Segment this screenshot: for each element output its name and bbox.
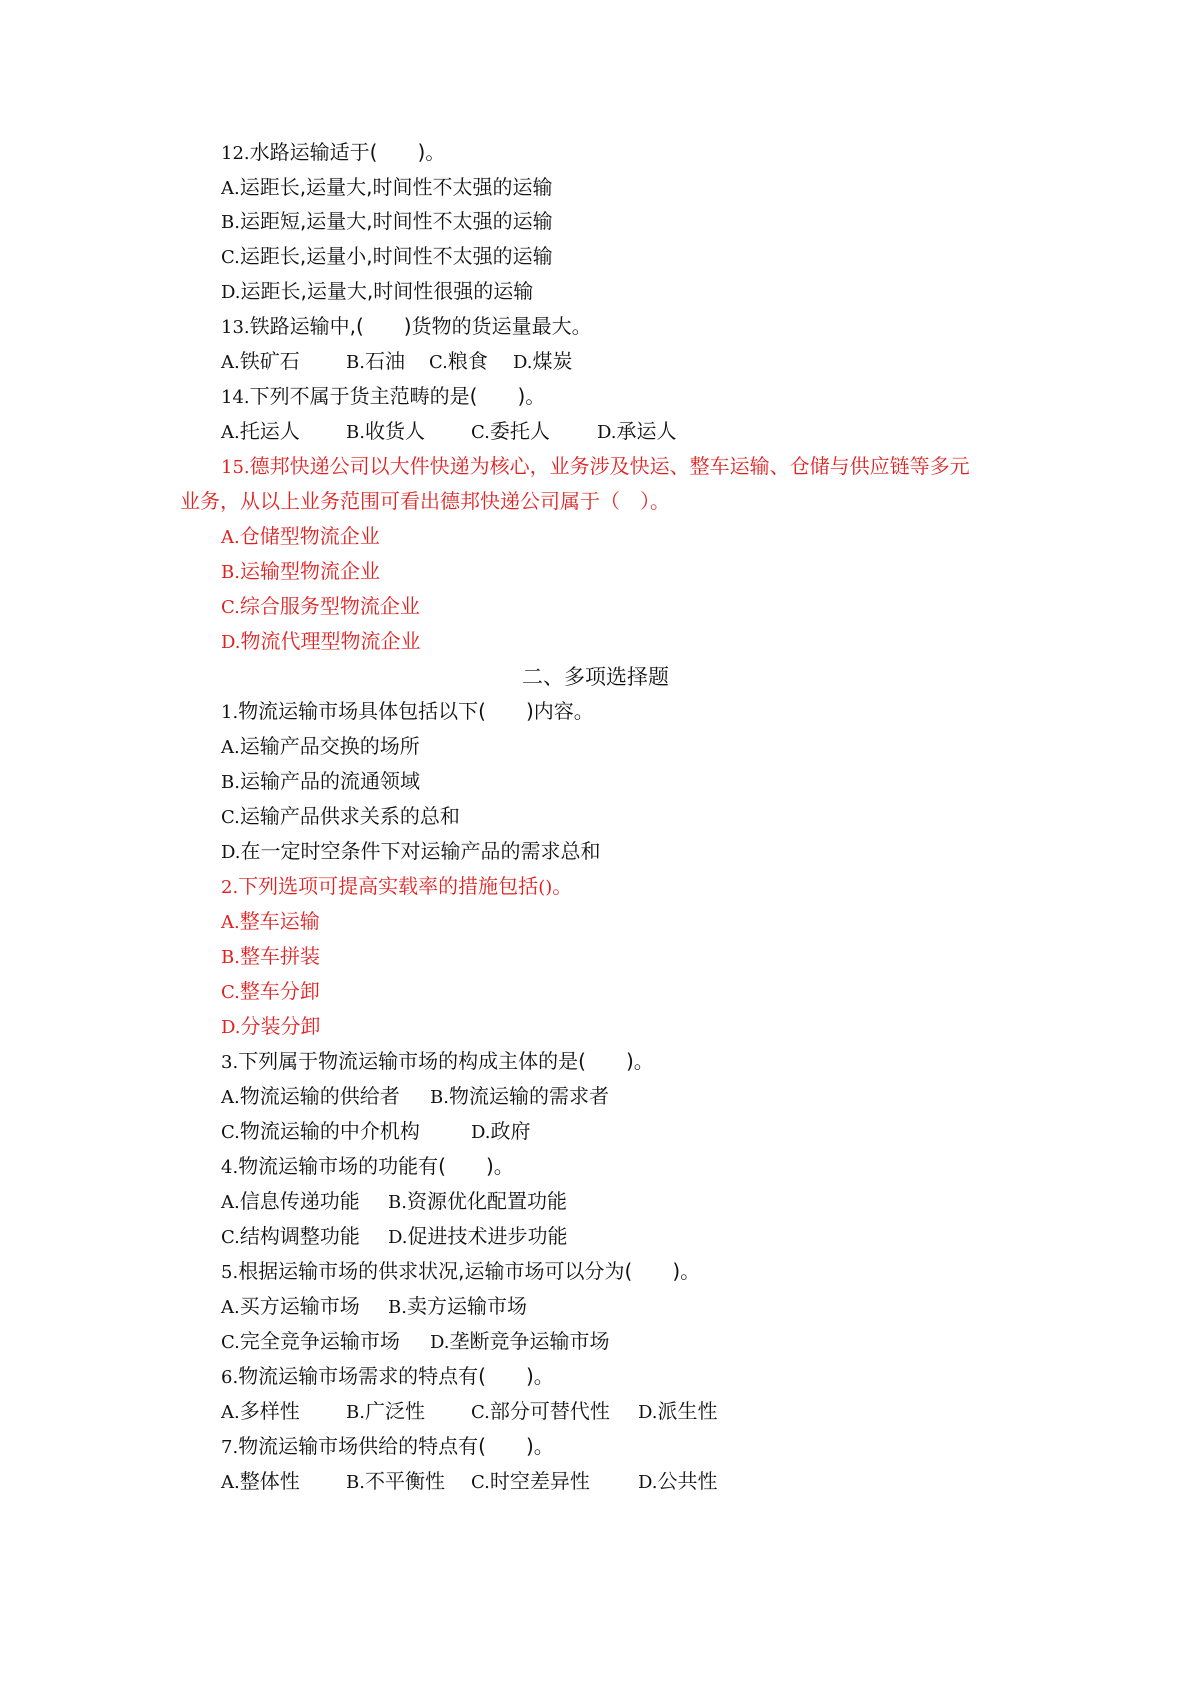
option-d (221, 1011, 321, 1041)
option-text: 垄断竞争运输市场 (449, 1329, 610, 1353)
option-marker: C. (429, 352, 448, 373)
question-stem: 下列不属于货主范畴的是( )。 (249, 384, 546, 408)
option-text: 整车拼装 (239, 944, 320, 968)
option-text: 运输产品交换的场所 (239, 734, 420, 758)
option-marker: A. (221, 1472, 240, 1493)
section-heading: 二、多项选择题 (522, 665, 669, 689)
option-b (388, 1291, 527, 1323)
option-text: 政府 (490, 1119, 531, 1143)
option-text: 结构调整功能 (239, 1224, 360, 1248)
option-text: 物流代理型物流企业 (240, 629, 421, 653)
options-row (221, 1186, 567, 1216)
option-text: 促进技术进步功能 (407, 1224, 568, 1248)
question-stem: 物流运输市场具体包括以下( )内容。 (238, 699, 594, 723)
option-b (388, 1186, 567, 1218)
option-d (388, 1221, 568, 1253)
option-text: 派生性 (657, 1399, 718, 1423)
option-marker: A. (221, 527, 240, 548)
options-row (221, 416, 677, 446)
question-number: 2. (221, 877, 239, 898)
question-4 (221, 1151, 514, 1181)
question-15 (221, 451, 970, 481)
option-marker: B. (346, 352, 365, 373)
question-stem: 根据运输市场的供求状况,运输市场可以分为( )。 (238, 1259, 701, 1283)
question-14 (221, 381, 545, 411)
option-marker: B. (346, 1472, 365, 1493)
question-end: 。 (552, 874, 573, 898)
option-marker: D. (221, 1017, 241, 1038)
option-marker: D. (471, 1122, 491, 1143)
option-a (221, 521, 380, 551)
option-text: 信息传递功能 (239, 1189, 360, 1213)
option-d (638, 1466, 718, 1498)
option-text: 铁矿石 (239, 349, 300, 373)
option-text: 运距短,运量大,时间性不太强的运输 (239, 209, 553, 233)
question-7 (221, 1431, 554, 1461)
option-a (221, 906, 320, 936)
option-text: 承运人 (616, 419, 677, 443)
option-text: 不平衡性 (364, 1469, 445, 1493)
option-text: 广泛性 (364, 1399, 425, 1423)
option-marker: A. (221, 1402, 240, 1423)
option-c (429, 346, 513, 378)
question-stem: 铁路运输中,( )货物的货运量最大。 (249, 314, 592, 338)
option-marker: B. (430, 1087, 449, 1108)
option-c (221, 241, 553, 271)
question-13 (221, 311, 592, 341)
question-2 (221, 871, 572, 901)
option-text: 在一定时空条件下对运输产品的需求总和 (240, 839, 601, 863)
question-number: 13. (221, 317, 250, 338)
option-text: 卖方运输市场 (406, 1294, 527, 1318)
question-number: 1. (221, 702, 239, 723)
option-c (221, 801, 460, 831)
option-marker: B. (221, 772, 240, 793)
question-number: 5. (221, 1262, 239, 1283)
option-text: 多样性 (239, 1399, 300, 1423)
option-text: 石油 (364, 349, 405, 373)
option-a (221, 346, 346, 378)
option-a (221, 731, 420, 761)
option-marker: D. (388, 1227, 408, 1248)
option-marker: A. (221, 422, 240, 443)
question-number: 6. (221, 1367, 239, 1388)
option-b (346, 1396, 471, 1428)
option-marker: B. (388, 1192, 407, 1213)
question-number: 14. (221, 387, 250, 408)
option-b (221, 206, 553, 236)
option-c (471, 416, 597, 448)
question-number: 4. (221, 1157, 239, 1178)
question-stem: 下列属于物流运输市场的构成主体的是( )。 (238, 1049, 654, 1073)
option-text: 煤炭 (532, 349, 573, 373)
option-a (221, 1466, 346, 1498)
answer-blank: () (538, 877, 553, 898)
option-marker: A. (221, 1192, 240, 1213)
option-marker: D. (221, 282, 241, 303)
question-stem-continued: 业务，从以上业务范围可看出德邦快递公司属于（ ）。 (180, 489, 670, 513)
option-marker: A. (221, 1087, 240, 1108)
question-15-continued (180, 486, 670, 516)
option-text: 运距长,运量大,时间性不太强的运输 (239, 175, 553, 199)
option-marker: A. (221, 352, 240, 373)
option-b (346, 1466, 471, 1498)
option-text: 运输产品的流通领域 (239, 769, 420, 793)
option-marker: C. (471, 422, 490, 443)
option-marker: B. (221, 212, 240, 233)
option-marker: D. (513, 352, 533, 373)
option-marker: C. (471, 1402, 490, 1423)
question-number: 15. (221, 457, 250, 478)
option-text: 资源优化配置功能 (406, 1189, 567, 1213)
option-marker: A. (221, 178, 240, 199)
option-text: 粮食 (447, 349, 488, 373)
option-text: 运输型物流企业 (239, 559, 380, 583)
options-row (221, 1326, 610, 1356)
option-text: 完全竞争运输市场 (239, 1329, 400, 1353)
options-row (221, 1466, 718, 1496)
option-text: 物流运输的需求者 (448, 1084, 609, 1108)
option-a (221, 1186, 388, 1218)
question-stem: 物流运输市场需求的特点有( )。 (238, 1364, 554, 1388)
option-marker: D. (430, 1332, 450, 1353)
option-text: 委托人 (489, 419, 550, 443)
option-marker: C. (221, 1227, 240, 1248)
option-marker: A. (221, 912, 240, 933)
option-text: 公共性 (657, 1469, 718, 1493)
option-d (597, 416, 677, 448)
option-text: 运距长,运量大,时间性很强的运输 (240, 279, 534, 303)
question-3 (221, 1046, 654, 1076)
option-b (430, 1081, 609, 1113)
option-marker: C. (221, 807, 240, 828)
option-marker: A. (221, 1297, 240, 1318)
options-row (221, 1396, 718, 1426)
option-b (346, 416, 471, 448)
option-c (221, 1221, 388, 1253)
option-text: 整车运输 (239, 909, 320, 933)
option-marker: C. (221, 1332, 240, 1353)
option-text: 收货人 (364, 419, 425, 443)
option-a (221, 1291, 388, 1323)
option-d (221, 836, 601, 866)
question-5 (221, 1256, 700, 1286)
option-marker: C. (221, 247, 240, 268)
question-1 (221, 696, 594, 726)
option-marker: A. (221, 737, 240, 758)
option-text: 物流运输的中介机构 (239, 1119, 420, 1143)
option-c (221, 1326, 430, 1358)
option-text: 买方运输市场 (239, 1294, 360, 1318)
option-text: 部分可替代性 (489, 1399, 610, 1423)
question-stem: 水路运输适于( )。 (249, 140, 446, 164)
option-marker: D. (638, 1472, 658, 1493)
option-d (638, 1396, 718, 1428)
options-row (221, 1116, 531, 1146)
option-d (430, 1326, 610, 1358)
option-text: 时空差异性 (489, 1469, 590, 1493)
question-stem: 物流运输市场供给的特点有( )。 (238, 1434, 554, 1458)
question-number: 7. (221, 1437, 239, 1458)
question-number: 12. (221, 143, 250, 164)
option-marker: D. (638, 1402, 658, 1423)
option-text: 物流运输的供给者 (239, 1084, 400, 1108)
option-b (221, 766, 420, 796)
option-text: 分装分卸 (240, 1014, 321, 1038)
option-text: 托运人 (239, 419, 300, 443)
option-d (513, 346, 573, 378)
option-marker: D. (221, 632, 241, 653)
option-b (221, 941, 320, 971)
option-marker: C. (221, 597, 240, 618)
option-marker: D. (221, 842, 241, 863)
option-marker: B. (346, 1402, 365, 1423)
option-text: 整体性 (239, 1469, 300, 1493)
option-a (221, 1396, 346, 1428)
option-marker: C. (221, 1122, 240, 1143)
option-text: 运距长,运量小,时间性不太强的运输 (239, 244, 553, 268)
option-c (471, 1396, 638, 1428)
option-d (471, 1116, 531, 1148)
option-c (221, 591, 420, 621)
option-c (471, 1466, 638, 1498)
option-text: 综合服务型物流企业 (239, 594, 420, 618)
question-stem: 物流运输市场的功能有( )。 (238, 1154, 514, 1178)
question-stem: 德邦快递公司以大件快递为核心，业务涉及快运、整车运输、仓储与供应链等多元 (249, 454, 970, 478)
option-c (221, 976, 320, 1006)
question-number: 3. (221, 1052, 239, 1073)
option-text: 仓储型物流企业 (239, 524, 380, 548)
options-row (221, 1081, 609, 1111)
option-a (221, 1081, 430, 1113)
option-d (221, 626, 421, 656)
option-marker: B. (221, 562, 240, 583)
option-a (221, 172, 552, 202)
question-6 (221, 1361, 554, 1391)
question-stem: 下列选项可提高实载率的措施包括 (238, 874, 539, 898)
option-text: 运输产品供求关系的总和 (239, 804, 460, 828)
options-row (221, 1221, 568, 1251)
option-marker: B. (221, 947, 240, 968)
option-text: 整车分卸 (239, 979, 320, 1003)
option-marker: B. (388, 1297, 407, 1318)
option-b (221, 556, 380, 586)
option-marker: C. (471, 1472, 490, 1493)
option-c (221, 1116, 471, 1148)
options-row (221, 346, 573, 376)
option-marker: B. (346, 422, 365, 443)
options-row (221, 1291, 527, 1321)
option-marker: D. (597, 422, 617, 443)
option-b (346, 346, 429, 378)
option-d (221, 276, 533, 306)
option-a (221, 416, 346, 448)
option-marker: C. (221, 982, 240, 1003)
question-12 (221, 137, 445, 167)
